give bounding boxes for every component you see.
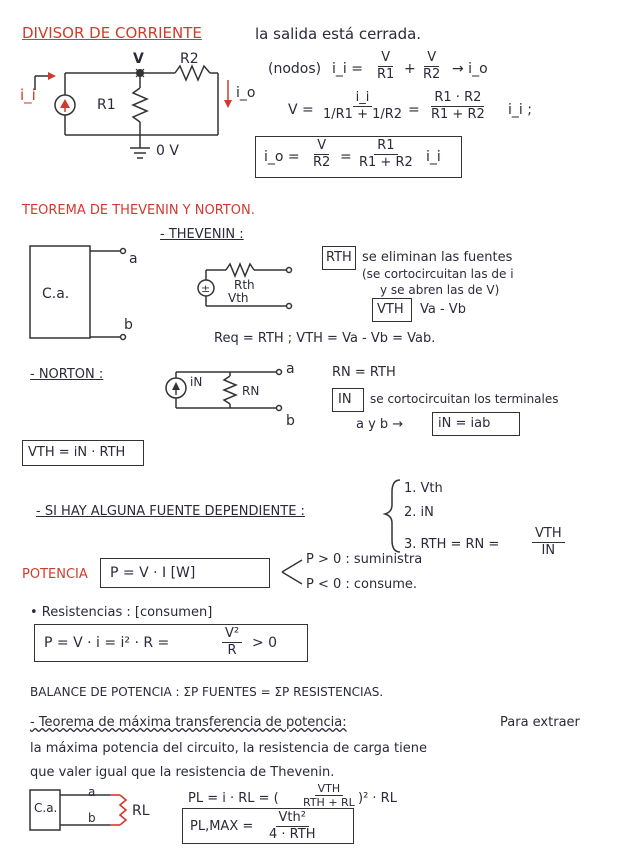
res-box-post: > 0 xyxy=(252,635,278,651)
ca-label: C.a. xyxy=(42,286,70,302)
max-ca-label: C.a. xyxy=(34,801,58,815)
dep-item-1: 1. Vth xyxy=(404,481,443,496)
eq2-frac2-num: R1 · R2 xyxy=(431,90,484,107)
result-frac2-num: R1 xyxy=(374,138,397,155)
thevenin-terminal-b: b xyxy=(124,317,133,333)
eq2-tail: i_i ; xyxy=(508,102,532,118)
max-rl-label: RL xyxy=(132,803,150,819)
vth-box-label: VTH xyxy=(377,302,404,317)
eq2-lhs: V = xyxy=(288,102,314,118)
norton-vth: VTH = iN · RTH xyxy=(28,445,126,460)
max-line-2: la máxima potencia del circuito, la resistencia de carga tiene xyxy=(30,741,427,756)
eq1-arrow: → i_o xyxy=(452,61,488,77)
balance-line: BALANCE DE POTENCIA : ΣP FUENTES = ΣP RESISTENCIAS. xyxy=(30,685,384,699)
result-frac1-num: V xyxy=(314,138,329,155)
eq1-lhs: i_i = xyxy=(332,61,363,77)
max-terminal-b: b xyxy=(88,811,96,825)
in-box-label: IN xyxy=(338,392,352,407)
max-line-1: Para extraer xyxy=(500,715,580,730)
dep-item-2: 2. iN xyxy=(404,505,434,520)
norton-sub: - NORTON : xyxy=(30,367,104,382)
max-line-3: que valer igual que la resistencia de Thevenin. xyxy=(30,765,335,780)
pl-pre: PL = i · RL = ( xyxy=(188,791,279,806)
circuit-ii-label: i_i xyxy=(20,86,36,104)
norton-in-label: iN xyxy=(190,375,203,389)
result-eq: = xyxy=(340,149,352,165)
thevenin-terminal-a: a xyxy=(129,251,138,267)
thevenin-vth-label: Vth xyxy=(228,291,249,305)
rth-text-2: (se cortocircuitan las de i xyxy=(362,267,514,281)
rth-box-label: RTH xyxy=(326,250,352,265)
result-frac2-den: R1 + R2 xyxy=(359,154,413,170)
divisor-nodos: (nodos) xyxy=(268,61,322,77)
eq1-frac2-num: V xyxy=(424,50,439,67)
svg-text:±: ± xyxy=(201,282,211,295)
result-lhs: i_o = xyxy=(264,149,300,165)
eq2-frac2-den: R1 + R2 xyxy=(431,106,485,122)
rn-eq: RN = RTH xyxy=(332,365,396,380)
res-box-frac-num: V² xyxy=(222,626,242,643)
dep-title: - SI HAY ALGUNA FUENTE DEPENDIENTE : xyxy=(36,504,305,519)
potencia-title: POTENCIA xyxy=(22,567,88,582)
res-box-pre: P = V · i = i² · R = xyxy=(44,635,170,651)
eq1-frac2-den: R2 xyxy=(423,66,441,82)
result-frac1-den: R2 xyxy=(313,154,331,170)
req-line: Req = RTH ; VTH = Va - Vb = Vab. xyxy=(214,331,436,346)
circuit-r2-label: R2 xyxy=(180,51,199,67)
eq2-eq: = xyxy=(408,102,420,118)
pl-post: )² · RL xyxy=(358,791,397,806)
eq1-frac1-num: V xyxy=(378,50,393,67)
rth-text: se eliminan las fuentes xyxy=(362,250,513,265)
rth-text-3: y se abren las de V) xyxy=(380,283,500,297)
pmax-lhs: PL,MAX = xyxy=(190,819,254,834)
potencia-pos: P > 0 : suministra xyxy=(306,552,423,567)
vth-text: Va - Vb xyxy=(420,302,466,317)
eq2-frac1-den: 1/R1 + 1/R2 xyxy=(323,106,403,122)
in-text-2: a y b → xyxy=(356,417,404,432)
in-result: iN = iab xyxy=(438,416,491,431)
pl-frac-num: VTH xyxy=(315,782,344,796)
eq2-frac1-num: i_i xyxy=(353,90,373,107)
dep-frac-num: VTH xyxy=(532,526,565,543)
divisor-note: la salida está cerrada. xyxy=(255,25,422,43)
max-terminal-a: a xyxy=(88,785,96,799)
pl-frac xyxy=(300,782,358,809)
thevenin-title: TEOREMA DE THEVENIN Y NORTON. xyxy=(22,203,255,218)
resistencias-line: • Resistencias : [consumen] xyxy=(30,605,213,620)
circuit-v-label: V xyxy=(133,51,144,67)
circuit-gnd-label: 0 V xyxy=(156,143,179,159)
norton-terminal-b: b xyxy=(286,413,295,429)
in-text: se cortocircuitan los terminales xyxy=(370,392,559,406)
dep-frac-den: IN xyxy=(541,542,556,558)
thevenin-rth-label: Rth xyxy=(234,278,255,292)
potencia-neg: P < 0 : consume. xyxy=(306,577,418,592)
eq1-plus: + xyxy=(404,61,416,77)
pmax-frac-den: 4 · RTH xyxy=(269,826,316,842)
eq1-frac1-den: R1 xyxy=(377,66,395,82)
pl-frac-den: RTH + RL xyxy=(303,796,355,810)
pmax-frac xyxy=(266,810,318,842)
divisor-title: DIVISOR DE CORRIENTE xyxy=(22,24,202,42)
potencia-box-text: P = V · I [W] xyxy=(110,565,196,581)
circuit-r1-label: R1 xyxy=(97,97,116,113)
pmax-frac-num: Vth² xyxy=(276,810,309,827)
thevenin-sub: - THEVENIN : xyxy=(160,227,244,242)
circuit-io-label: i_o xyxy=(236,85,256,101)
res-box-frac-den: R xyxy=(227,642,237,658)
dep-item-3: 3. RTH = RN = xyxy=(404,537,500,552)
norton-rn-label: RN xyxy=(242,384,260,398)
max-title: - Teorema de máxima transferencia de potencia: xyxy=(30,715,347,730)
norton-terminal-a: a xyxy=(286,361,295,377)
result-tail: i_i xyxy=(426,149,441,165)
